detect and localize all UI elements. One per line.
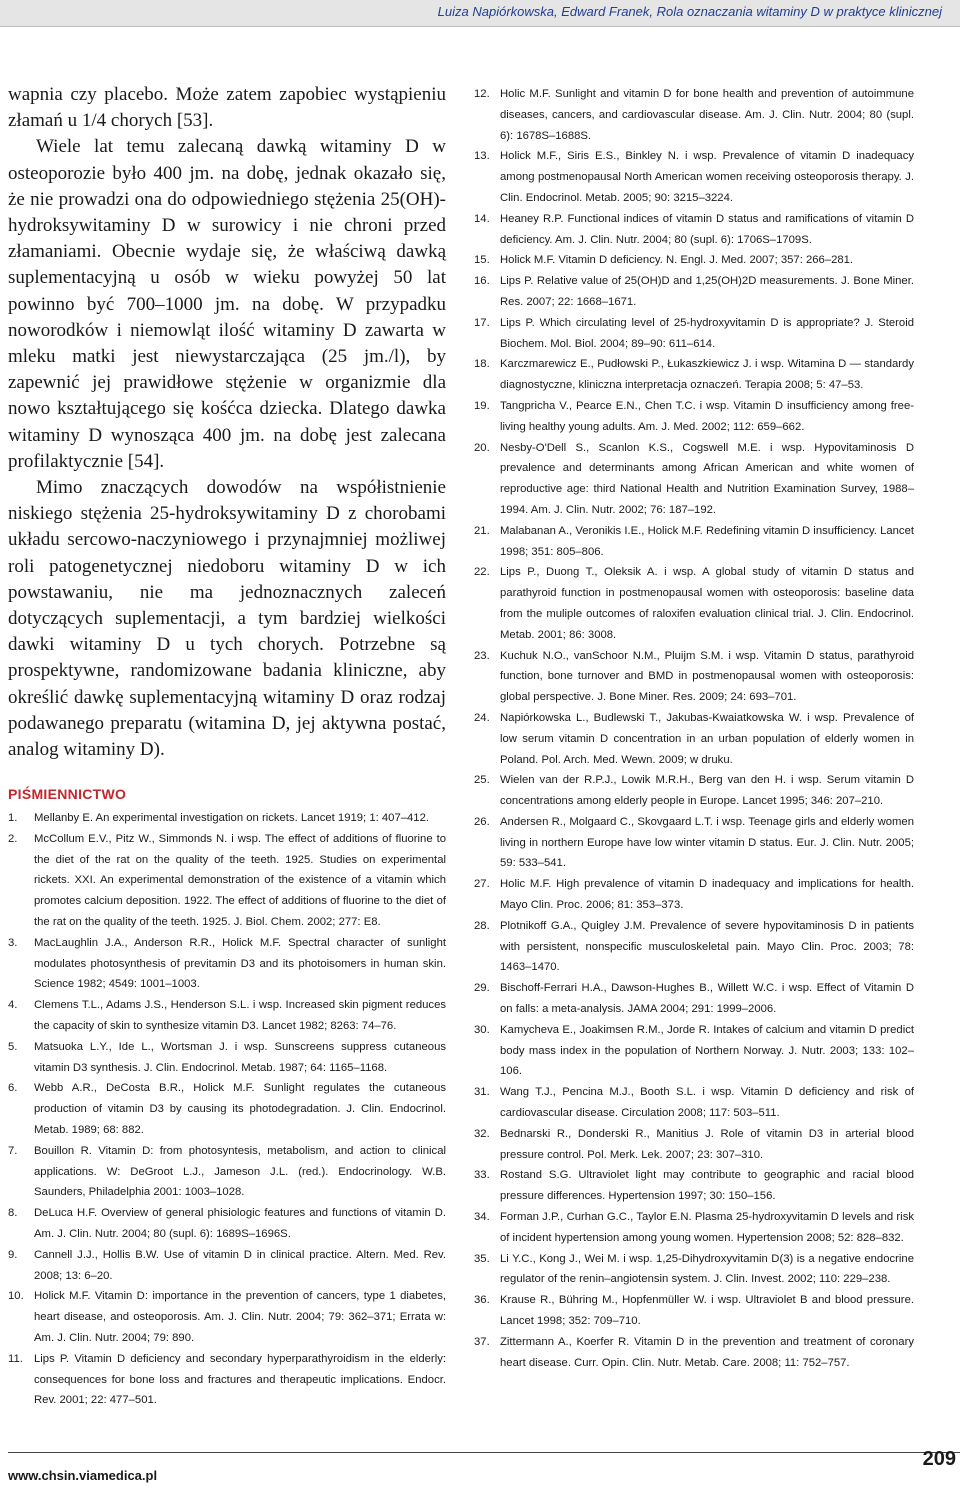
reference-number: 14. bbox=[474, 212, 490, 225]
reference-number: 32. bbox=[474, 1127, 490, 1140]
reference-number: 9. bbox=[8, 1248, 18, 1261]
reference-number: 4. bbox=[8, 999, 18, 1012]
footer-divider bbox=[8, 1452, 960, 1453]
reference-text: DeLuca H.F. Overview of general phisiologic features and functions of vitamin D. Am. J. Clin. Nutr. 2004; 80 (supl. 6): 1689S–1696S. bbox=[34, 1207, 446, 1240]
reference-item bbox=[474, 521, 914, 563]
reference-text: Wielen van der R.P.J., Lowik M.R.H., Berg van den H. i wsp. Serum vitamin D concentrations among elderly people in Europe. Lancet 1995; 346: 207–210. bbox=[500, 774, 914, 808]
reference-item bbox=[474, 812, 914, 874]
reference-text: Holick M.F. Vitamin D: importance in the prevention of cancers, type 1 diabetes, heart disease, and osteoporosis. Am. J. Clin. Nutr. 2004; 79: 362–371; Errata w: Am. J. Clin. Nutr. 2004; 79: 890. bbox=[34, 1290, 446, 1344]
reference-text: Zittermann A., Koerfer R. Vitamin D in the prevention and treatment of coronary heart disease. Curr. Opin. Clin. Nutr. Metab. Care. 2008; 11: 752–757. bbox=[500, 1335, 914, 1369]
reference-item bbox=[474, 84, 914, 146]
reference-number: 23. bbox=[474, 649, 490, 662]
reference-text: Bouillon R. Vitamin D: from photosyntesis, metabolism, and action to clinical applications. W: DeGroot L.J., Jameson J.L. (red.). Endocrinology. W.B. Saunders, Philadelphia 2001: 1003–1028. bbox=[34, 1144, 446, 1199]
reference-item bbox=[474, 396, 914, 438]
reference-text: Napiórkowska L., Budlewski T., Jakubas-Kwaiatkowska W. i wsp. Prevalence of low serum vitamin D concentration in an urban population of elderly women in Poland. Pol. Arch. Med. Wewn. 2009; w druku. bbox=[500, 711, 914, 766]
reference-number: 12. bbox=[474, 88, 490, 100]
reference-item bbox=[474, 250, 914, 271]
reference-item bbox=[8, 1349, 446, 1411]
reference-text: Kuchuk N.O., vanSchoor N.M., Pluijm S.M. i wsp. Vitamin D status, parathyroid function, bone turnover and BMD in postmenopausal women with osteoporosis: global perspective. J. Bone Miner. Res. 2009; 24: 693–701. bbox=[500, 649, 914, 704]
reference-item bbox=[8, 808, 446, 829]
reference-number: 18. bbox=[474, 358, 490, 371]
reference-text: Clemens T.L., Adams J.S., Henderson S.L. i wsp. Increased skin pigment reduces the capacity of skin to synthesize vitamin D3. Lancet 1982; 8263: 74–76. bbox=[34, 999, 446, 1032]
reference-number: 6. bbox=[8, 1082, 18, 1095]
reference-number: 22. bbox=[474, 566, 490, 579]
reference-number: 16. bbox=[474, 275, 490, 288]
reference-text: McCollum E.V., Pitz W., Simmonds N. i wsp. The effect of additions of fluorine to the diet of the rat on the quality of the teeth. 1925. Studies on experimental rickets. XXI. An experimental demonstration of the existence of a vitamin which promotes calcium deposition. 1922. The effect of additions of fluorine to the diet of the rat on the quality of the teeth. 1925. J. Biol. Chem. 2002; 277: E8. bbox=[34, 832, 446, 928]
reference-item bbox=[8, 1286, 446, 1348]
reference-number: 17. bbox=[474, 316, 490, 329]
reference-text: Li Y.C., Kong J., Wei M. i wsp. 1,25-Dihydroxyvitamin D(3) is a negative endocrine regulator of the renin–angiotensin system. J. Clin. Invest. 2002; 110: 229–238. bbox=[500, 1252, 914, 1286]
reference-text: MacLaughlin J.A., Anderson R.R., Holick M.F. Spectral character of sunlight modulates photosynthesis of previtamin D3 and its photoisomers in human skin. Science 1982; 4549: 1001–1003. bbox=[34, 936, 446, 991]
reference-number: 37. bbox=[474, 1335, 490, 1348]
body-paragraph: Wiele lat temu zalecaną dawką witaminy D w osteoporozie było 400 jm. na dobę, jednak okazało się, że nie prowadzi ona do odpowiedniego stężenia 25(OH)-hydroksywitaminy D w surowicy i nie chroni przed złamaniami. Obecnie wydaje się, że właściwą dawką suplementacyjną u osób w wieku powyżej 50 lat powinno być 700–1000 jm. na dobę. W przypadku noworodków i niemowląt ilość witaminy D zawarta w mleku matki jest niewystarczająca (25 jm./l), by zapewnić jej prawidłowe stężenie w organizmie dla nowo kształtującego się kośćca dziecka. Dlatego dawka witaminy D wynosząca 400 jm. na dobę jest zalecana profilaktycznie [54]. bbox=[8, 136, 446, 472]
reference-number: 5. bbox=[8, 1040, 18, 1053]
reference-number: 10. bbox=[8, 1290, 24, 1303]
reference-text: Andersen R., Molgaard C., Skovgaard L.T. i wsp. Teenage girls and elderly women living in northern Europe have low winter vitamin D status. Eur. J. Clin. Nutr. 2005; 59: 533–541. bbox=[500, 815, 914, 870]
reference-text: Krause R., Bühring M., Hopfenmüller W. i wsp. Ultraviolet B and blood pressure. Lancet 1998; 352: 709–710. bbox=[500, 1294, 914, 1328]
running-header bbox=[0, 0, 960, 27]
references-heading: PIŚMIENNICTWO bbox=[8, 786, 127, 802]
reference-text: Heaney R.P. Functional indices of vitamin D status and ramifications of vitamin D deficiency. Am. J. Clin. Nutr. 2004; 80 (supl. 6): 1706S–1709S. bbox=[500, 212, 914, 246]
reference-number: 1. bbox=[8, 812, 18, 824]
journal-url[interactable]: www.chsin.viamedica.pl bbox=[8, 1468, 158, 1483]
reference-item bbox=[474, 313, 914, 355]
reference-text: Matsuoka L.Y., Ide L., Wortsman J. i wsp. Sunscreens suppress cutaneous vitamin D3 synthesis. J. Clin. Endocrinol. Metab. 1987; 64: 1165–1168. bbox=[34, 1040, 446, 1074]
reference-item bbox=[474, 562, 914, 645]
reference-number: 20. bbox=[474, 441, 490, 454]
reference-item bbox=[474, 874, 914, 916]
reference-text: Holick M.F., Siris E.S., Binkley N. i wsp. Prevalence of vitamin D inadequacy among postmenopausal North American women receiving osteoporosis therapy. J. Clin. Endocrinol. Metab. 2005; 90: 3215–3224. bbox=[500, 150, 914, 204]
reference-text: Lips P. Which circulating level of 25-hydroxyvitamin D is appropriate? J. Steroid Biochem. Mol. Biol. 2004; 89–90: 611–614. bbox=[500, 316, 914, 350]
reference-text: Nesby-O'Dell S., Scanlon K.S., Cogswell M.E. i wsp. Hypovitaminosis D prevalence and determinants among African American and white women of reproductive age: third National Health and Nutrition Examination Survey, 1988–1994. Am. J. Clin. Nutr. 2002; 76: 187–192. bbox=[500, 441, 914, 516]
reference-item bbox=[474, 646, 914, 708]
reference-item bbox=[474, 1249, 914, 1291]
reference-text: Kamycheva E., Joakimsen R.M., Jorde R. Intakes of calcium and vitamin D predict body mass index in the population of Northern Norway. J. Nutr. 2003; 133: 102–106. bbox=[500, 1023, 914, 1078]
reference-item bbox=[474, 271, 914, 313]
reference-text: Webb A.R., DeCosta B.R., Holick M.F. Sunlight regulates the cutaneous production of vitamin D3 by causing its photodegradation. J. Clin. Endocrinol. Metab. 1989; 68: 882. bbox=[34, 1082, 446, 1136]
reference-number: 2. bbox=[8, 832, 18, 845]
reference-number: 26. bbox=[474, 815, 490, 828]
running-title: Luiza Napiórkowska, Edward Franek, Rola oznaczania witaminy D w praktyce klinicznej bbox=[437, 4, 942, 19]
reference-number: 13. bbox=[474, 150, 490, 163]
reference-text: Holic M.F. Sunlight and vitamin D for bone health and prevention of autoimmune diseases, cancers, and cardiovascular disease. Am. J. Clin. Nutr. 2004; 80 (supl. 6): 1678S–1688S. bbox=[500, 88, 914, 142]
reference-item bbox=[474, 354, 914, 396]
reference-number: 3. bbox=[8, 936, 18, 949]
reference-text: Tangpricha V., Pearce E.N., Chen T.C. i wsp. Vitamin D insufficiency among free-living healthy young adults. Am. J. Med. 2002; 112: 659–662. bbox=[500, 399, 914, 433]
reference-number: 7. bbox=[8, 1144, 18, 1157]
reference-number: 28. bbox=[474, 919, 490, 932]
reference-item bbox=[474, 1082, 914, 1124]
reference-item bbox=[474, 708, 914, 770]
reference-number: 27. bbox=[474, 878, 490, 891]
reference-item bbox=[8, 1245, 446, 1287]
reference-number: 29. bbox=[474, 982, 490, 995]
reference-text: Bednarski R., Donderski R., Manitius J. Role of vitamin D3 in arterial blood pressure control. Pol. Merk. Lek. 2007; 23: 307–310. bbox=[500, 1127, 914, 1161]
reference-text: Karczmarewicz E., Pudłowski P., Łukaszkiewicz J. i wsp. Witamina D — standardy diagnostyczne, kliniczna interpretacja oznaczeń. Terapia 2008; 5: 47–53. bbox=[500, 358, 914, 392]
reference-number: 36. bbox=[474, 1294, 490, 1307]
reference-text: Malabanan A., Veronikis I.E., Holick M.F. Redefining vitamin D insufficiency. Lancet 1998; 351: 805–806. bbox=[500, 524, 914, 558]
reference-text: Holic M.F. High prevalence of vitamin D inadequacy and implications for health. Mayo Clin. Proc. 2006; 81: 353–373. bbox=[500, 878, 914, 912]
reference-text: Mellanby E. An experimental investigation on rickets. Lancet 1919; 1: 407–412. bbox=[34, 812, 430, 824]
references-list-right bbox=[474, 84, 914, 1373]
reference-number: 33. bbox=[474, 1169, 490, 1182]
reference-text: Lips P. Vitamin D deficiency and secondary hyperparathyroidism in the elderly: consequences for bone loss and fractures and therapeutic implications. Endocr. Rev. 2001; 22: 477–501. bbox=[34, 1352, 446, 1407]
page-number: 209 bbox=[922, 1448, 956, 1470]
body-text bbox=[8, 82, 446, 763]
reference-number: 24. bbox=[474, 711, 490, 724]
references-list-left bbox=[8, 808, 446, 1411]
reference-number: 19. bbox=[474, 399, 490, 412]
reference-item bbox=[474, 916, 914, 978]
reference-item bbox=[8, 1078, 446, 1140]
reference-item bbox=[474, 1207, 914, 1249]
reference-item bbox=[8, 1037, 446, 1079]
reference-text: Rostand S.G. Ultraviolet light may contribute to geographic and racial blood pressure differences. Hypertension 1997; 30: 150–156. bbox=[500, 1169, 914, 1203]
reference-item bbox=[474, 1332, 914, 1374]
reference-number: 11. bbox=[8, 1352, 23, 1365]
body-paragraph: Mimo znaczących dowodów na współistnienie niskiego stężenia 25-hydroksywitaminy D z chorobami układu sercowo-naczyniowego i przynajmniej możliwej roli patogenetycznej niedoboru witaminy D w ich powstawaniu, nie ma jednoznacznych zaleceń dotyczących suplementacji, a tym bardziej wielkości dawki witaminy D u tych chorych. Potrzebne są prospektywne, randomizowane badania kliniczne, aby określić dawkę suplementacyjną witaminy D oraz rodzaj podawanego preparatu (witamina D, jej aktywna postać, analog witaminy D). bbox=[8, 477, 446, 761]
reference-number: 30. bbox=[474, 1023, 490, 1036]
reference-text: Lips P. Relative value of 25(OH)D and 1,25(OH)2D measurements. J. Bone Miner. Res. 2007; 22: 1668–1671. bbox=[500, 275, 914, 308]
body-paragraph: wapnia czy placebo. Może zatem zapobiec wystąpieniu złamań u 1/4 chorych [53]. bbox=[8, 84, 446, 132]
reference-item bbox=[474, 1290, 914, 1332]
reference-item bbox=[8, 829, 446, 933]
reference-item bbox=[474, 438, 914, 521]
reference-number: 25. bbox=[474, 774, 490, 787]
reference-item bbox=[474, 1020, 914, 1082]
reference-number: 15. bbox=[474, 254, 490, 267]
reference-number: 31. bbox=[474, 1086, 490, 1099]
reference-number: 8. bbox=[8, 1207, 18, 1220]
reference-text: Plotnikoff G.A., Quigley J.M. Prevalence of severe hypovitaminosis D in patients with persistent, nonspecific musculoskeletal pain. Mayo Clin. Proc. 2003; 78: 1463–1470. bbox=[500, 919, 914, 974]
reference-text: Wang T.J., Pencina M.J., Booth S.L. i wsp. Vitamin D deficiency and risk of cardiovascular disease. Circulation 2008; 117: 503–511. bbox=[500, 1086, 914, 1120]
reference-item bbox=[474, 770, 914, 812]
reference-text: Cannell J.J., Hollis B.W. Use of vitamin D in clinical practice. Altern. Med. Rev. 2008; 13: 6–20. bbox=[34, 1248, 446, 1282]
reference-number: 21. bbox=[474, 524, 490, 537]
reference-item bbox=[474, 209, 914, 251]
reference-item bbox=[8, 1141, 446, 1203]
reference-text: Forman J.P., Curhan G.C., Taylor E.N. Plasma 25-hydroxyvitamin D levels and risk of incident hypertension among young women. Hypertension 2008; 52: 828–832. bbox=[500, 1211, 914, 1244]
reference-item bbox=[474, 1165, 914, 1207]
reference-item bbox=[8, 1203, 446, 1245]
reference-item bbox=[8, 933, 446, 995]
reference-text: Bischoff-Ferrari H.A., Dawson-Hughes B., Willett W.C. i wsp. Effect of Vitamin D on falls: a meta-analysis. JAMA 2004; 291: 1999–2006. bbox=[500, 982, 914, 1016]
reference-item bbox=[8, 995, 446, 1037]
reference-text: Holick M.F. Vitamin D deficiency. N. Engl. J. Med. 2007; 357: 266–281. bbox=[500, 254, 854, 267]
reference-text: Lips P., Duong T., Oleksik A. i wsp. A global study of vitamin D status and parathyroid function in postmenopausal women with osteoporosis: baseline data from the muliple outcomes of raloxifen evaluation clinical trial. J. Clin. Endocrinol. Metab. 2001; 86: 3008. bbox=[500, 566, 914, 641]
reference-item bbox=[474, 978, 914, 1020]
reference-item bbox=[474, 146, 914, 208]
reference-item bbox=[474, 1124, 914, 1166]
reference-number: 34. bbox=[474, 1211, 490, 1224]
reference-number: 35. bbox=[474, 1252, 490, 1265]
